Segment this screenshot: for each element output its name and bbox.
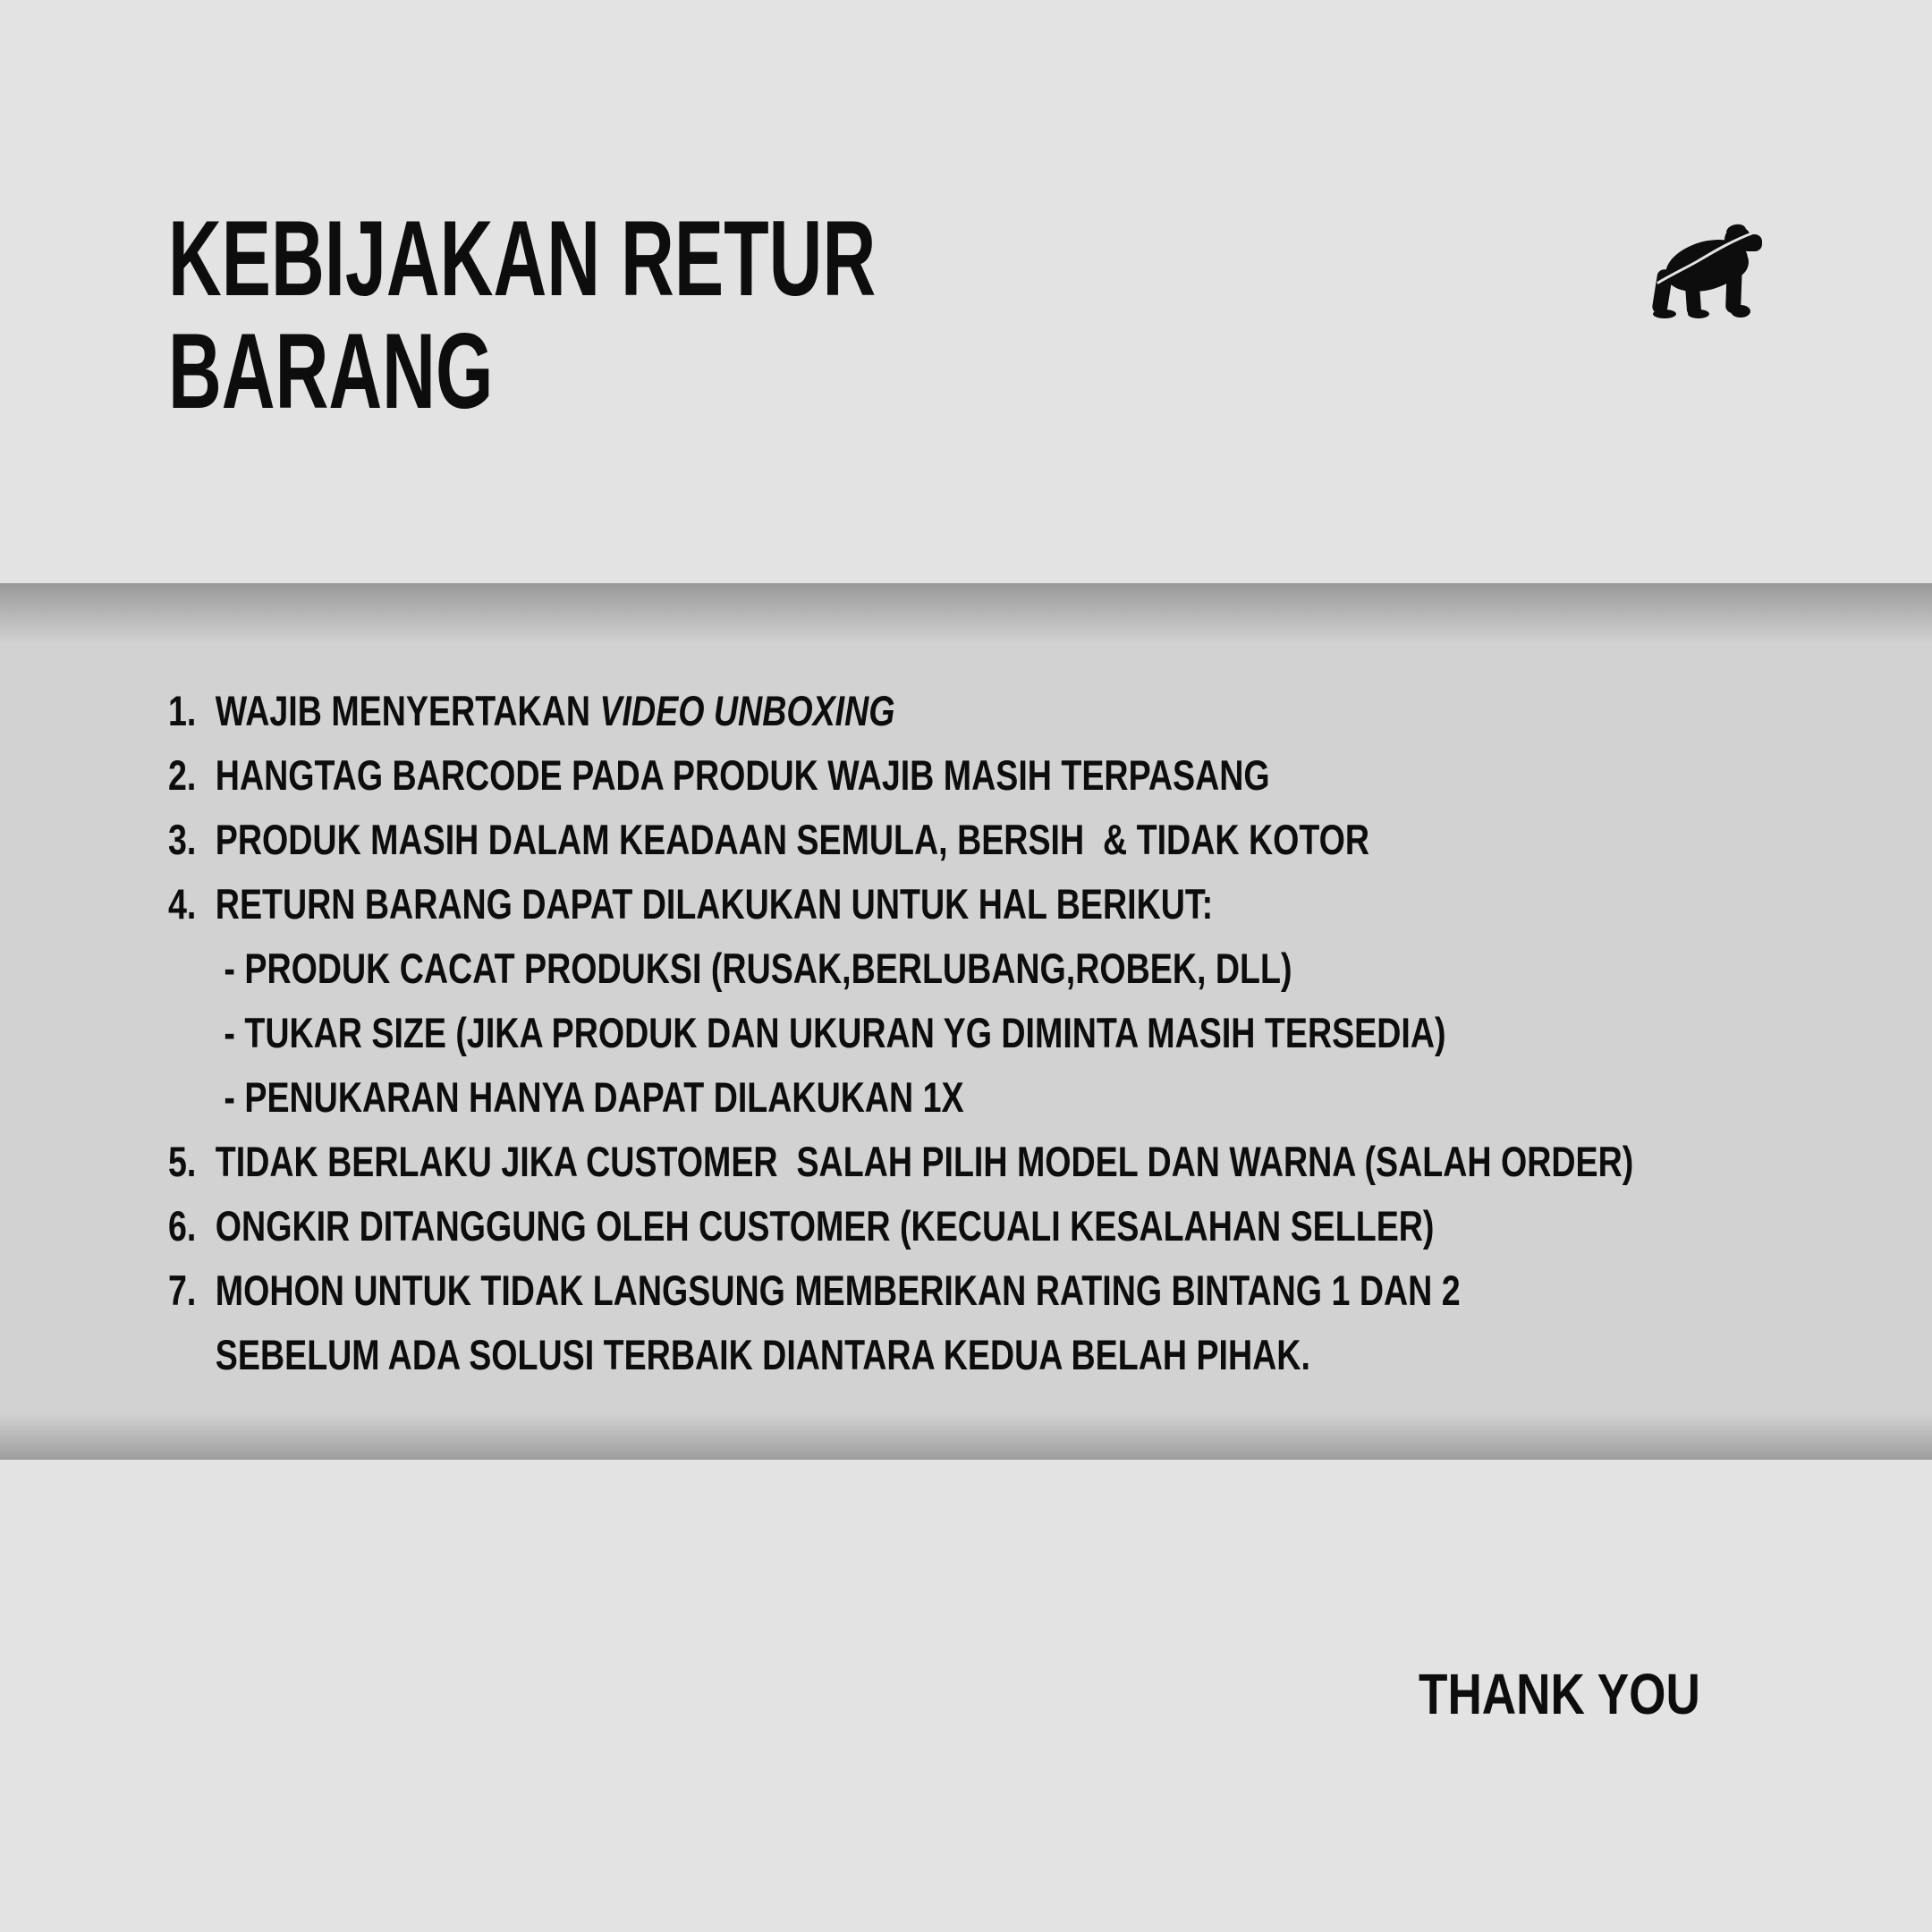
page-title-line2: BARANG [168,311,494,431]
page-title-line1: KEBIJAKAN RETUR [168,199,877,318]
policy-subitem-2 [168,1001,1633,1065]
item-text: PRODUK MASIH DALAM KEADAAN SEMULA, BERSIH & TIDAK KOTOR [215,816,1370,863]
policy-subitem-3 [168,1065,1633,1130]
item-text-italic: VIDEO UNBOXING [599,687,895,734]
policy-item-7-continued [168,1323,1633,1387]
policy-item-4 [168,872,1633,936]
policy-list [168,679,1633,1387]
item-number: 2. [168,751,197,799]
policy-subitem-1 [168,936,1633,1001]
item-text: RETURN BARANG DAPAT DILAKUKAN UNTUK HAL BERIKUT: [215,880,1214,928]
item-text: HANGTAG BARCODE PADA PRODUK WAJIB MASIH TERPASANG [215,751,1270,799]
item-number: 6. [168,1202,197,1250]
policy-band [0,583,1932,1460]
band-bottom-shadow [0,1413,1932,1460]
item-text: TIDAK BERLAKU JIKA CUSTOMER SALAH PILIH MODEL DAN WARNA (SALAH ORDER) [215,1138,1634,1185]
subitem-text: - PENUKARAN HANYA DAPAT DILAKUKAN 1X [224,1073,964,1121]
page-title [168,199,877,431]
item-number: 1. [168,687,197,734]
policy-item-3 [168,808,1633,872]
item-number: 3. [168,816,197,863]
band-top-shadow [0,583,1932,644]
policy-item-5 [168,1130,1633,1194]
subitem-text: - PRODUK CACAT PRODUKSI (RUSAK,BERLUBANG,ROBEK, DLL) [224,945,1292,992]
policy-item-2 [168,743,1633,808]
gorilla-icon [1637,210,1780,335]
subitem-text: - TUKAR SIZE (JIKA PRODUK DAN UKURAN YG DIMINTA MASIH TERSEDIA) [224,1009,1446,1056]
item-number: 7. [168,1267,197,1314]
item-text: SEBELUM ADA SOLUSI TERBAIK DIANTARA KEDUA BELAH PIHAK. [215,1331,1310,1378]
item-number: 4. [168,880,197,928]
footer-panel [0,1460,1932,1932]
policy-item-6 [168,1194,1633,1258]
policy-item-7 [168,1258,1633,1323]
thank-you-text: THANK YOU [1419,1662,1700,1726]
policy-item-1 [168,679,1633,743]
item-text: MOHON UNTUK TIDAK LANGSUNG MEMBERIKAN RATING BINTANG 1 DAN 2 [215,1267,1461,1314]
header-panel [0,0,1932,583]
item-text: ONGKIR DITANGGUNG OLEH CUSTOMER (KECUALI KESALAHAN SELLER) [215,1202,1435,1250]
item-text: WAJIB MENYERTAKAN VIDEO UNBOXING [215,687,895,734]
item-number: 5. [168,1138,197,1185]
